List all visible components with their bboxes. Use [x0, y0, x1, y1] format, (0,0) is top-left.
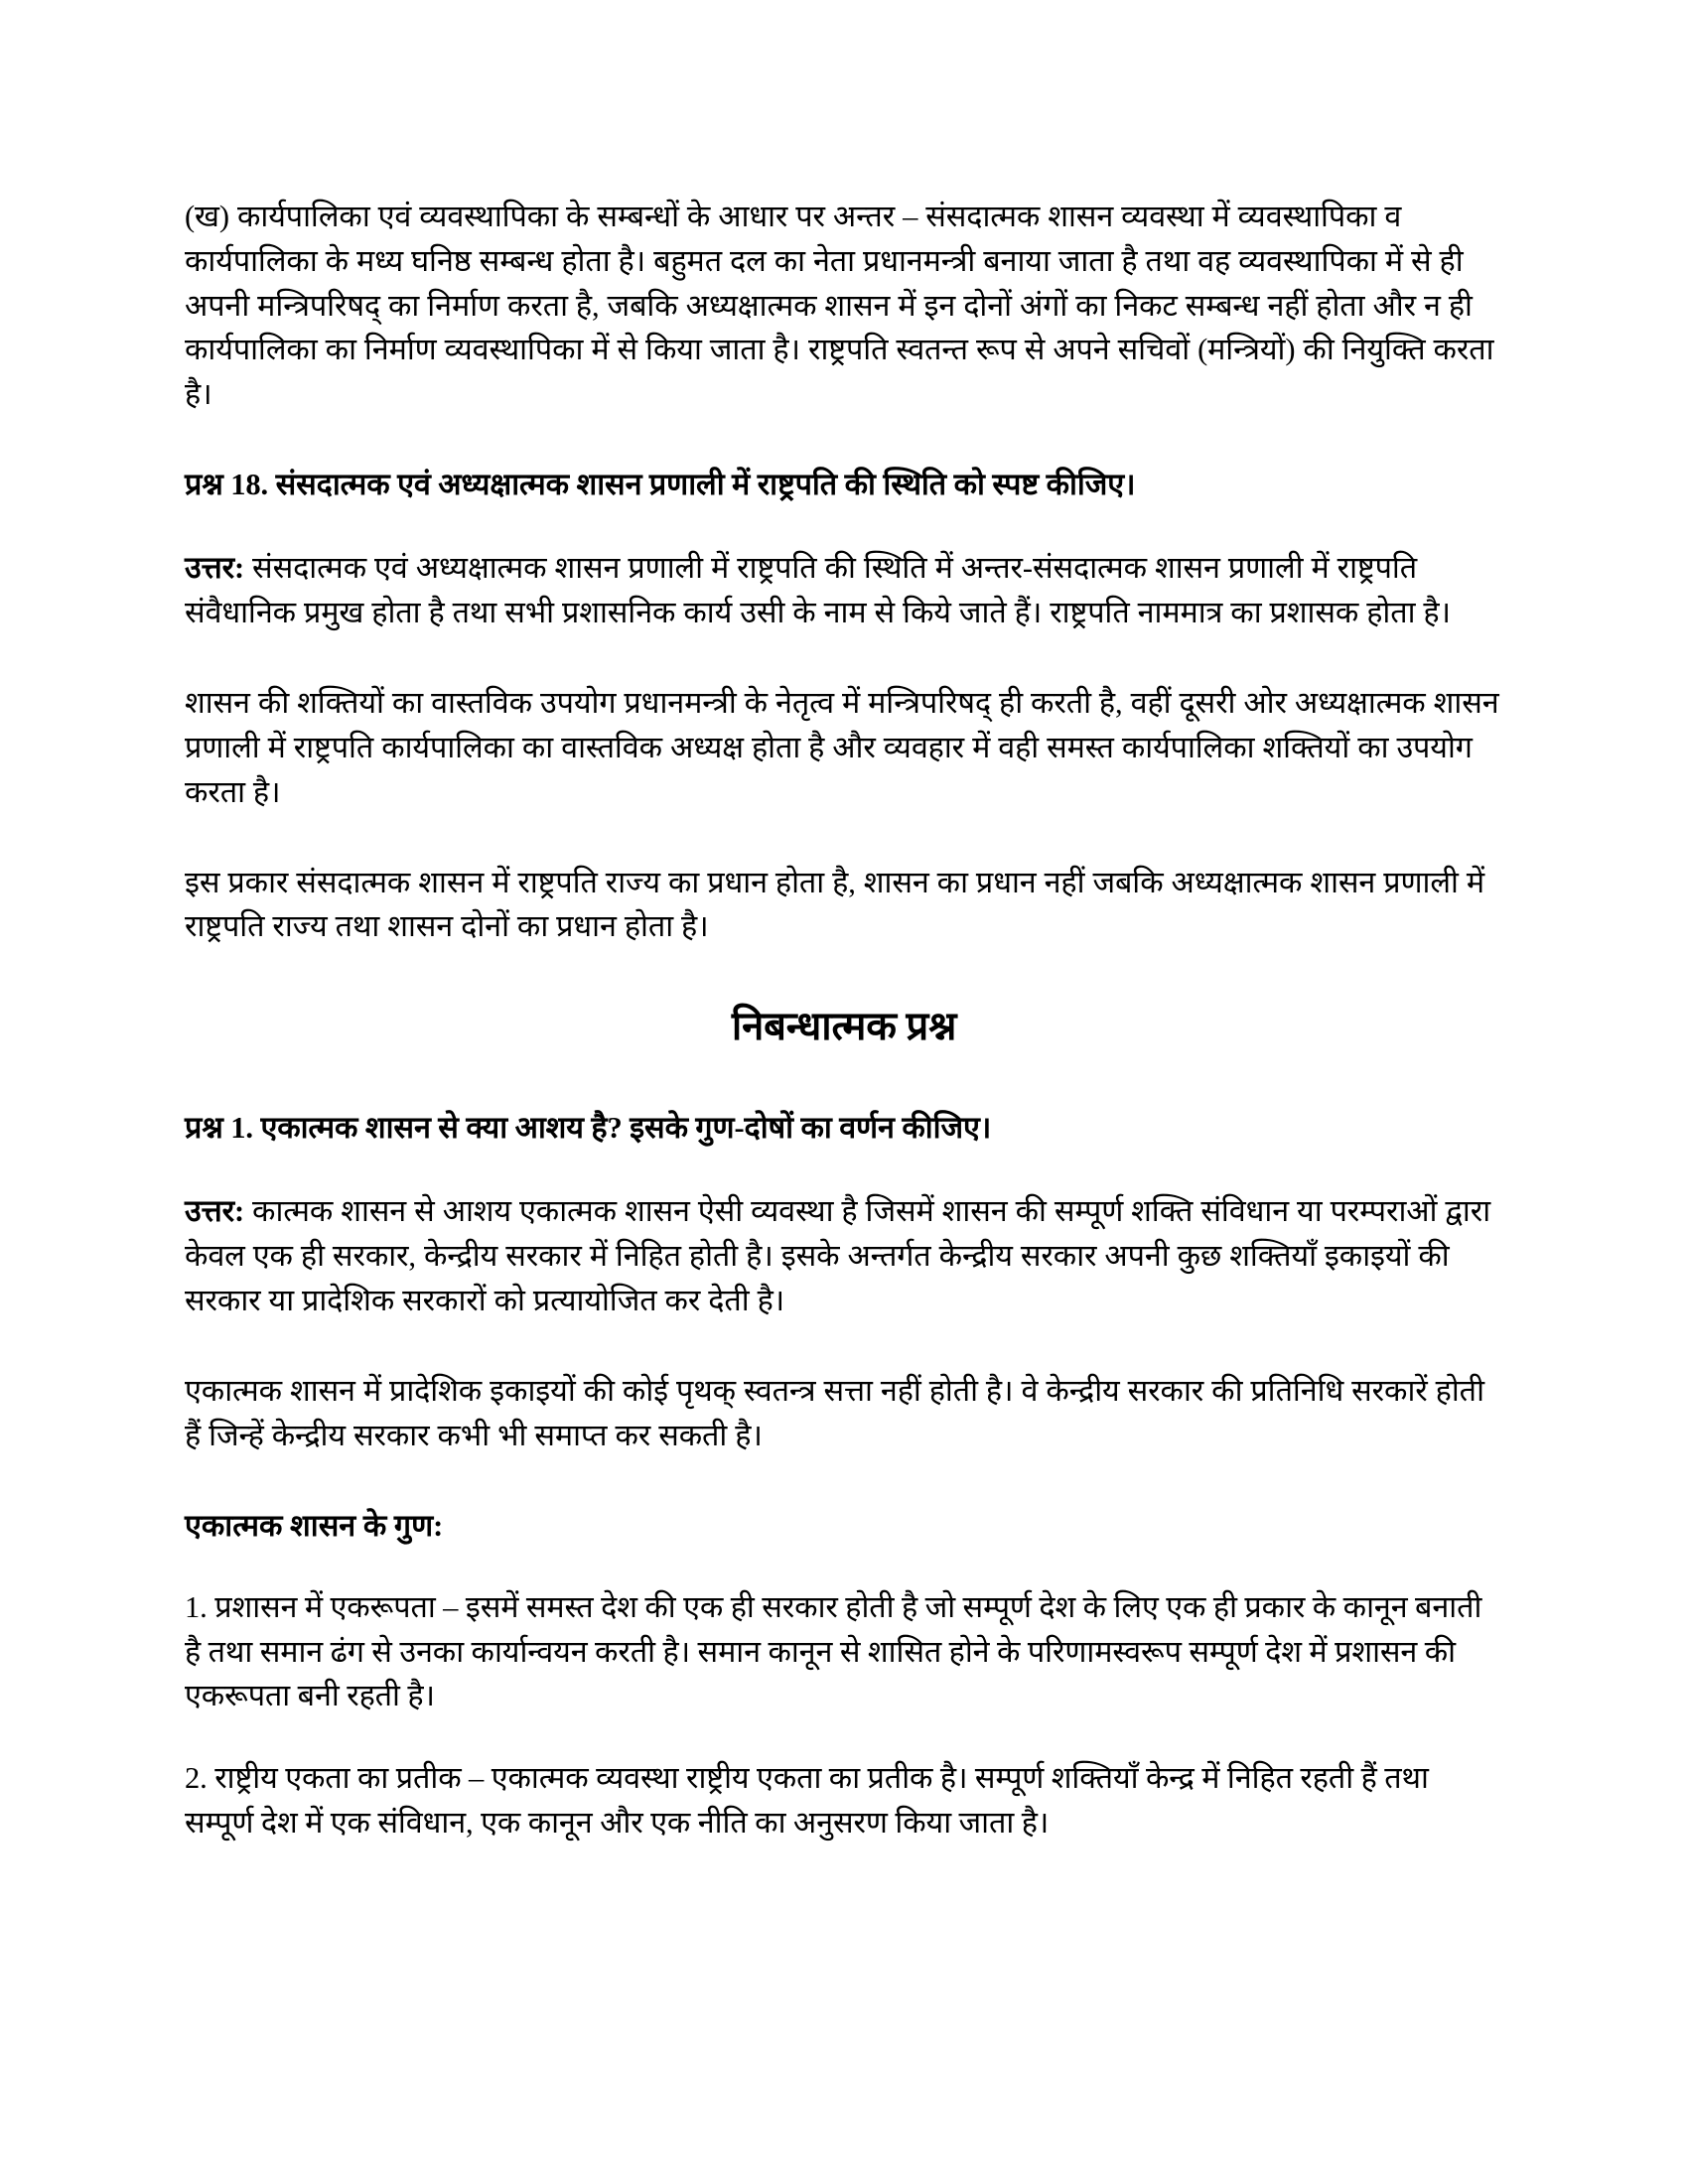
answer-label: उत्तर: — [185, 551, 245, 586]
question-18-answer-paragraph-2: शासन की शक्तियों का वास्तविक उपयोग प्रधानमन्त्री के नेतृत्व में मन्त्रिपरिषद् ही करती है, वहीं दूसरी ओर अध्यक्षात्मक शासन प्रणाली में राष्ट्रपति कार्यपालिका का वास्तविक अध्यक्ष होता है और व्यवहार में वही समस्त कार्यपालिका शक्तियों का उपयोग करता है। — [185, 686, 1499, 809]
answer-text: संसदात्मक एवं अध्यक्षात्मक शासन प्रणाली में राष्ट्रपति की स्थिति में अन्तर-संसदात्मक शासन प्रणाली में राष्ट्रपति संवैधानिक प्रमुख होता है तथा सभी प्रशासनिक कार्य उसी के नाम से किये जाते हैं। राष्ट्रपति नाममात्र का प्रशासक होता है। — [185, 551, 1451, 630]
question-1-heading: प्रश्न 1. एकात्मक शासन से क्या आशय है? इसके गुण-दोषों का वर्णन कीजिए। — [185, 1111, 992, 1146]
page-content-column — [185, 195, 1503, 1845]
question-1-answer-paragraph-1 — [185, 1189, 1503, 1322]
merits-subheading: एकात्मक शासन के गुण: — [185, 1508, 444, 1543]
list-item: 1. प्रशासन में एकरूपता – इसमें समस्त देश की एक ही सरकार होती है जो सम्पूर्ण देश के लिए एक ही प्रकार के कानून बनाती है तथा समान ढंग से उनका कार्यान्वयन करती है। समान कानून से शासित होने के परिणामस्वरूप सम्पूर्ण देश में प्रशासन की एकरूपता बनी रहती है। — [185, 1589, 1482, 1713]
list-item: 2. राष्ट्रीय एकता का प्रतीक – एकात्मक व्यवस्था राष्ट्रीय एकता का प्रतीक है। सम्पूर्ण शक्तियाँ केन्द्र में निहित रहती हैं तथा सम्पूर्ण देश में एक संविधान, एक कानून और एक नीति का अनुसरण किया जाता है। — [185, 1761, 1429, 1841]
question-18-heading: प्रश्न 18. संसदात्मक एवं अध्यक्षात्मक शासन प्रणाली में राष्ट्रपति की स्थिति को स्पष्ट कीजिए। — [185, 468, 1136, 502]
question-18-answer-paragraph-3: इस प्रकार संसदात्मक शासन में राष्ट्रपति राज्य का प्रधान होता है, शासन का प्रधान नहीं जबकि अध्यक्षात्मक शासन प्रणाली में राष्ट्रपति राज्य तथा शासन दोनों का प्रधान होता है। — [185, 865, 1484, 944]
answer-label: उत्तर: — [185, 1194, 245, 1229]
section-heading-essay-questions: निबन्धात्मक प्रश्न — [731, 1004, 957, 1049]
answer-text: कात्मक शासन से आशय एकात्मक शासन ऐसी व्यवस्था है जिसमें शासन की सम्पूर्ण शक्ति संविधान या परम्पराओं द्वारा केवल एक ही सरकार, केन्द्रीय सरकार में निहित होती है। इसके अन्तर्गत केन्द्रीय सरकार अपनी कुछ शक्तियाँ इकाइयों की सरकार या प्रादेशिक सरकारों को प्रत्यायोजित कर देती है। — [185, 1194, 1491, 1318]
question-18-answer-paragraph-1 — [185, 546, 1503, 635]
question-1-answer-paragraph-2: एकात्मक शासन में प्रादेशिक इकाइयों की कोई पृथक् स्वतन्त्र सत्ता नहीं होती है। वे केन्द्रीय सरकार की प्रतिनिधि सरकारें होती हैं जिन्हें केन्द्रीय सरकार कभी भी समाप्त कर सकती है। — [185, 1373, 1484, 1452]
intro-paragraph: (ख) कार्यपालिका एवं व्यवस्थापिका के सम्बन्धों के आधार पर अन्तर – संसदात्मक शासन व्यवस्था में व्यवस्थापिका व कार्यपालिका के मध्य घनिष्ठ सम्बन्ध होता है। बहुमत दल का नेता प्रधानमन्त्री बनाया जाता है तथा वह व्यवस्थापिका में से ही अपनी मन्त्रिपरिषद् का निर्माण करता है, जबकि अध्यक्षात्मक शासन में इन दोनों अंगों का निकट सम्बन्ध नहीं होता और न ही कार्यपालिका का निर्माण व्यवस्थापिका में से किया जाता है। राष्ट्रपति स्वतन्त रूप से अपने सचिवों (मन्त्रियों) की नियुक्ति करता है। — [185, 200, 1494, 412]
